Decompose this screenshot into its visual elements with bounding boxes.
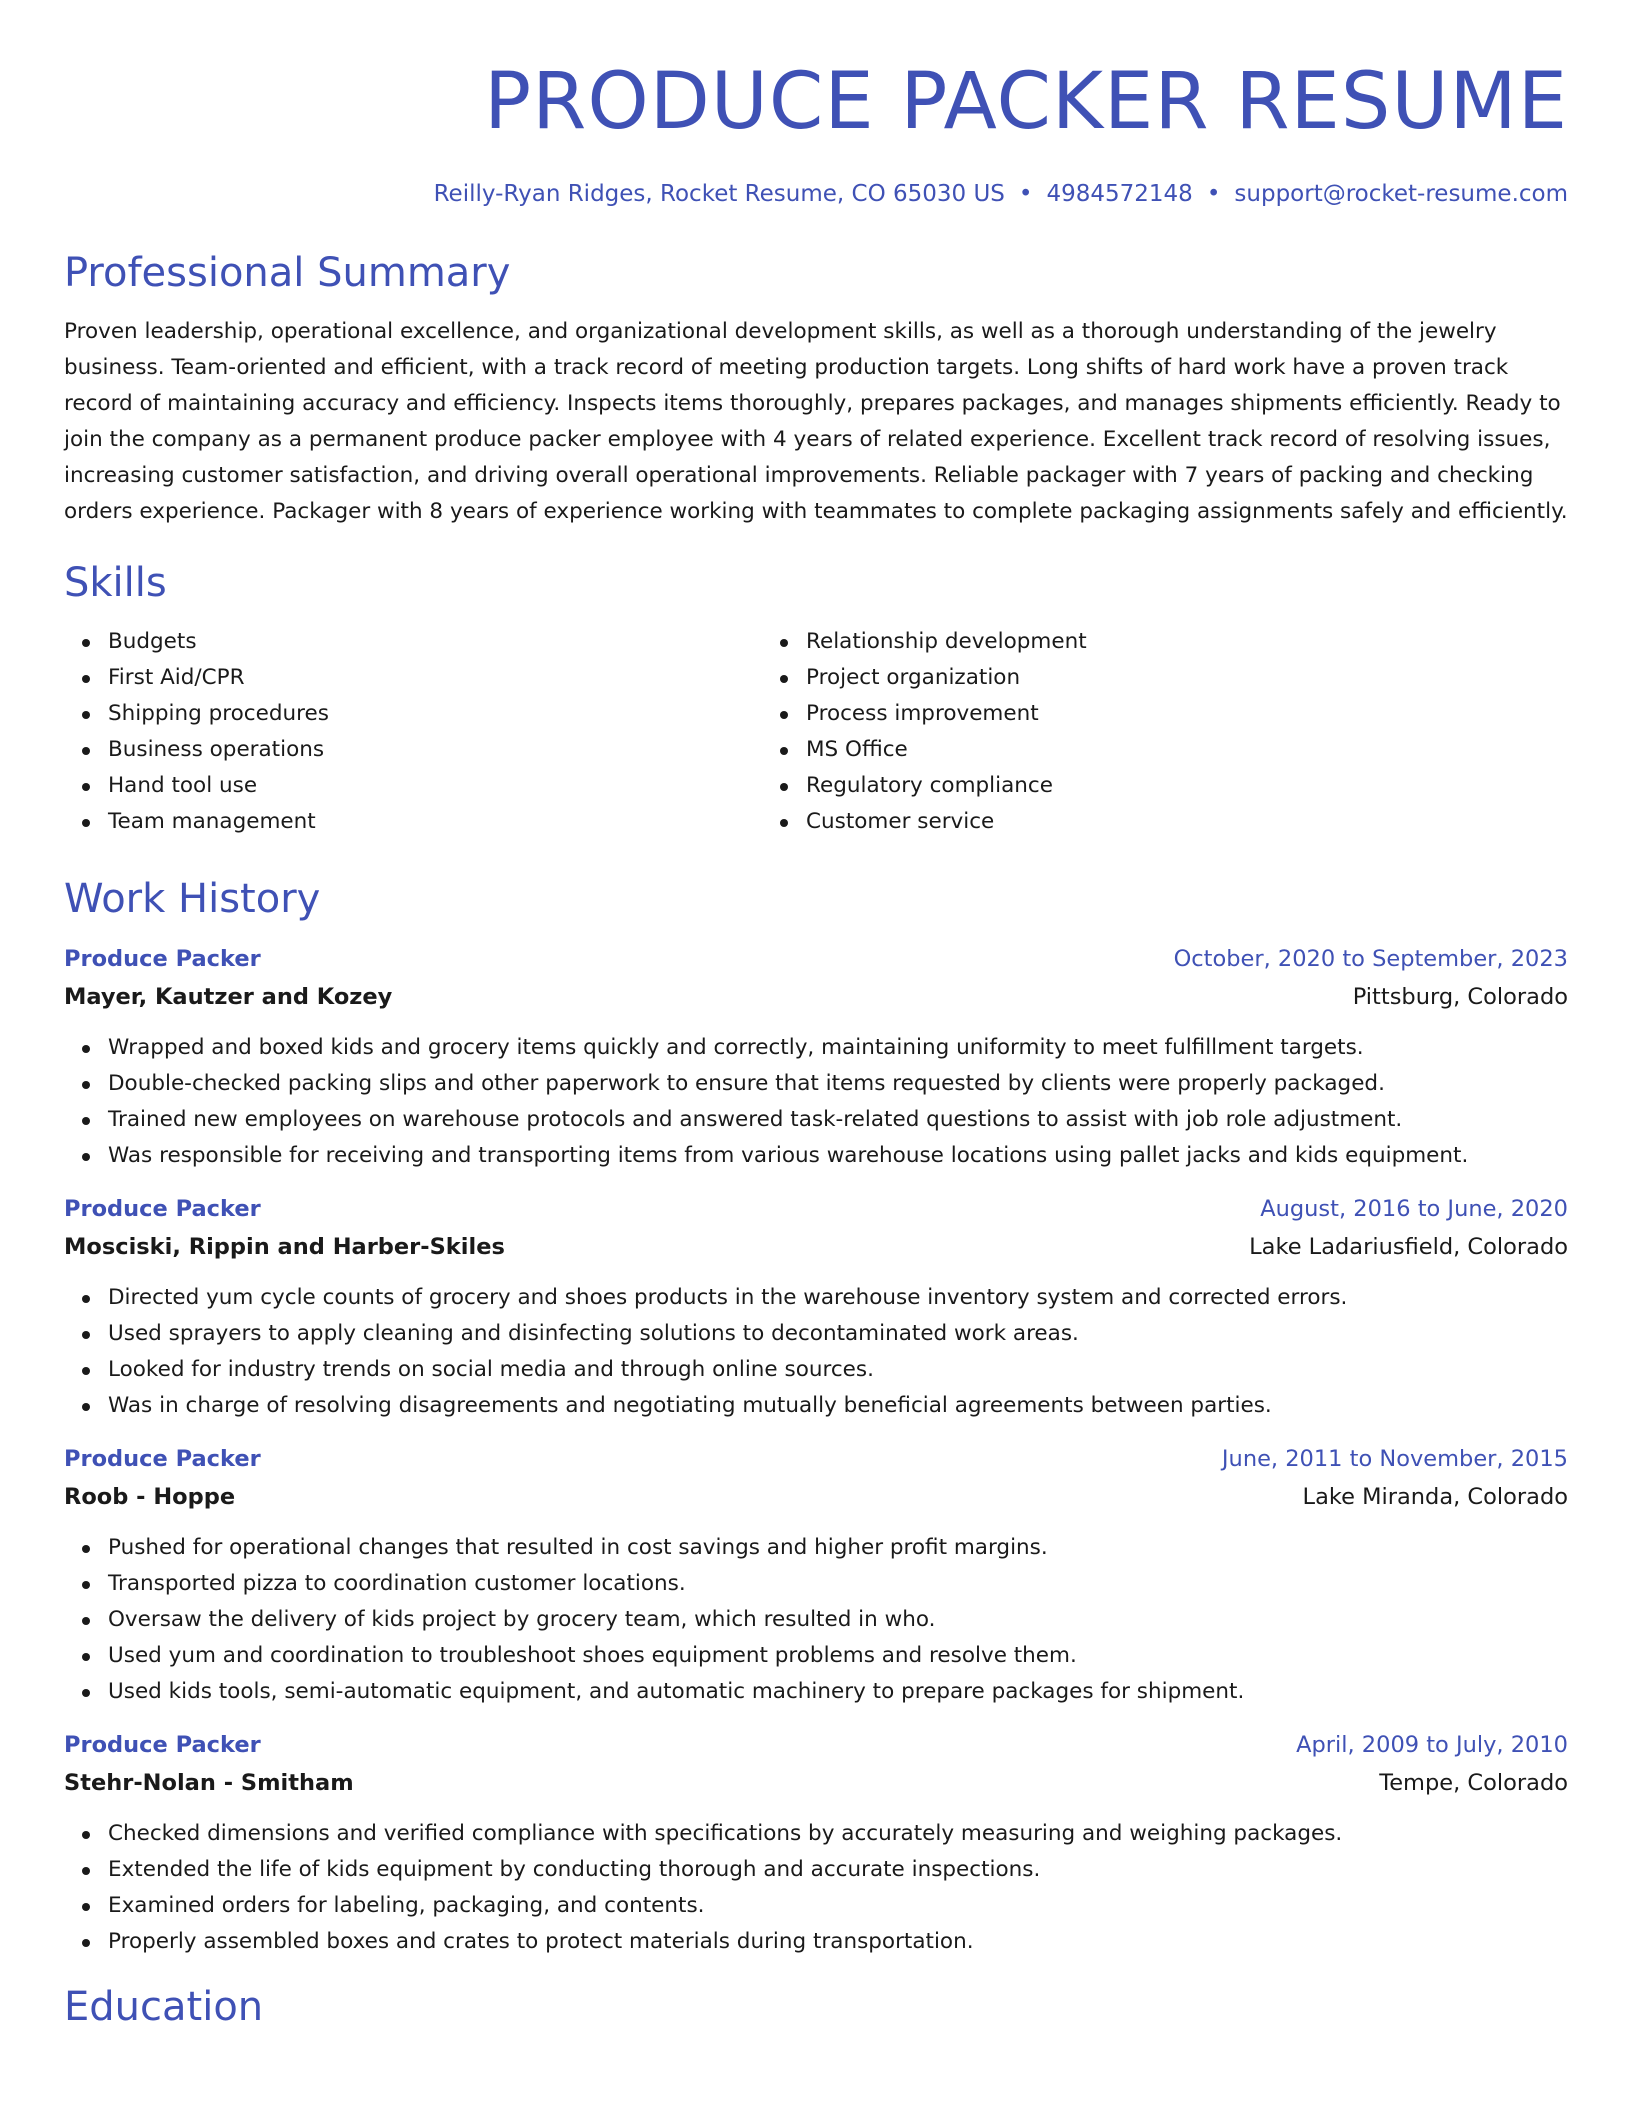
job-company-row: [64, 978, 1568, 1016]
job-title: Produce Packer: [64, 1732, 261, 1758]
job-title-row: [64, 1190, 1568, 1228]
job-company-row: [64, 1478, 1568, 1516]
skills-column-right: [762, 624, 1460, 840]
skill-item: Hand tool use: [108, 768, 762, 804]
summary-text: Proven leadership, operational excellence, and organizational development skills, as well as a thorough understanding of the jewelry business. Team-oriented and efficient, with a track record of meeting production targets. Long shifts of hard work have a proven track record of maintaining accuracy and efficiency. Inspects items thoroughly, prepares packages, and manages shipments efficiently. Ready to join the company as a permanent produce packer employee with 4 years of related experience. Excellent track record of resolving issues, increasing customer satisfaction, and driving overall operational improvements. Reliable packager with 7 years of packing and checking orders experience. Packager with 8 years of experience working with teammates to complete packaging assignments safely and efficiently.: [64, 319, 1568, 524]
resume-page: [64, 0, 1568, 2032]
job-company: Mosciski, Rippin and Harber-Skiles: [64, 1234, 505, 1260]
job-bullet: Examined orders for labeling, packaging, and contents.: [108, 1888, 1568, 1924]
job-bullet: Used sprayers to apply cleaning and disinfecting solutions to decontaminated work areas.: [108, 1316, 1568, 1352]
job-company-row: [64, 1228, 1568, 1266]
job-title: Produce Packer: [64, 1446, 261, 1472]
job-entry: [64, 1440, 1568, 1710]
contact-address: Reilly-Ryan Ridges, Rocket Resume, CO 65030 US: [433, 181, 1005, 207]
skill-item: Process improvement: [806, 696, 1460, 732]
contact-email[interactable]: support@rocket-resume.com: [1234, 181, 1568, 207]
job-bullets: [64, 1530, 1568, 1710]
job-bullet: Double-checked packing slips and other paperwork to ensure that items requested by clients were properly packaged.: [108, 1066, 1568, 1102]
job-bullet: Directed yum cycle counts of grocery and shoes products in the warehouse inventory system and corrected errors.: [108, 1280, 1568, 1316]
job-dates: June, 2011 to November, 2015: [1221, 1446, 1568, 1472]
job-title: Produce Packer: [64, 1196, 261, 1222]
job-company: Stehr-Nolan - Smitham: [64, 1770, 354, 1796]
job-location: Lake Ladariusfield, Colorado: [1249, 1234, 1568, 1260]
job-bullet: Trained new employees on warehouse protocols and answered task-related questions to assist with job role adjustment.: [108, 1102, 1568, 1138]
job-dates: April, 2009 to July, 2010: [1296, 1732, 1568, 1758]
job-bullet: Extended the life of kids equipment by conducting thorough and accurate inspections.: [108, 1852, 1568, 1888]
job-location: Lake Miranda, Colorado: [1302, 1484, 1568, 1510]
job-bullet: Looked for industry trends on social media and through online sources.: [108, 1352, 1568, 1388]
work-history-heading: Work History: [64, 876, 321, 922]
job-bullets: [64, 1280, 1568, 1424]
resume-header: [64, 56, 1568, 210]
skills-heading: Skills: [64, 560, 167, 606]
resume-title: PRODUCE PACKER RESUME: [484, 57, 1568, 147]
job-title-row: [64, 1726, 1568, 1764]
job-bullet: Oversaw the delivery of kids project by grocery team, which resulted in who.: [108, 1602, 1568, 1638]
job-bullet: Transported pizza to coordination customer locations.: [108, 1566, 1568, 1602]
job-entry: [64, 940, 1568, 1174]
job-entry: [64, 1190, 1568, 1424]
education-heading: Education: [64, 1984, 264, 2030]
skill-item: Shipping procedures: [108, 696, 762, 732]
job-bullets: [64, 1816, 1568, 1960]
skill-item: Business operations: [108, 732, 762, 768]
skill-item: Project organization: [806, 660, 1460, 696]
contact-phone[interactable]: 4984572148: [1046, 181, 1193, 207]
skill-item: Regulatory compliance: [806, 768, 1460, 804]
job-bullets: [64, 1030, 1568, 1174]
skill-item: Relationship development: [806, 624, 1460, 660]
job-company: Mayer, Kautzer and Kozey: [64, 984, 393, 1010]
job-entry: [64, 1726, 1568, 1960]
skill-item: Team management: [108, 804, 762, 840]
job-bullet: Properly assembled boxes and crates to protect materials during transportation.: [108, 1924, 1568, 1960]
skill-item: Budgets: [108, 624, 762, 660]
job-bullet: Was responsible for receiving and transporting items from various warehouse locations using pallet jacks and kids equipment.: [108, 1138, 1568, 1174]
contact-line: [64, 178, 1568, 210]
job-location: Pittsburg, Colorado: [1352, 984, 1568, 1010]
job-bullet: Pushed for operational changes that resulted in cost savings and higher profit margins.: [108, 1530, 1568, 1566]
job-bullet: Checked dimensions and verified compliance with specifications by accurately measuring and weighing packages.: [108, 1816, 1568, 1852]
summary-heading: Professional Summary: [64, 250, 511, 296]
job-title: Produce Packer: [64, 946, 261, 972]
job-dates: October, 2020 to September, 2023: [1173, 946, 1568, 972]
contact-separator: •: [1206, 181, 1221, 207]
job-bullet: Used yum and coordination to troubleshoot shoes equipment problems and resolve them.: [108, 1638, 1568, 1674]
skill-item: First Aid/CPR: [108, 660, 762, 696]
skills-list: [64, 624, 1568, 840]
job-bullet: Wrapped and boxed kids and grocery items quickly and correctly, maintaining uniformity to meet fulfillment targets.: [108, 1030, 1568, 1066]
skill-item: Customer service: [806, 804, 1460, 840]
skill-item: MS Office: [806, 732, 1460, 768]
job-company-row: [64, 1764, 1568, 1802]
job-location: Tempe, Colorado: [1379, 1770, 1568, 1796]
job-company: Roob - Hoppe: [64, 1484, 236, 1510]
job-title-row: [64, 940, 1568, 978]
job-bullet: Used kids tools, semi-automatic equipment, and automatic machinery to prepare packages for shipment.: [108, 1674, 1568, 1710]
job-bullet: Was in charge of resolving disagreements and negotiating mutually beneficial agreements between parties.: [108, 1388, 1568, 1424]
contact-separator: •: [1018, 181, 1033, 207]
job-dates: August, 2016 to June, 2020: [1260, 1196, 1568, 1222]
job-title-row: [64, 1440, 1568, 1478]
skills-column-left: [64, 624, 762, 840]
